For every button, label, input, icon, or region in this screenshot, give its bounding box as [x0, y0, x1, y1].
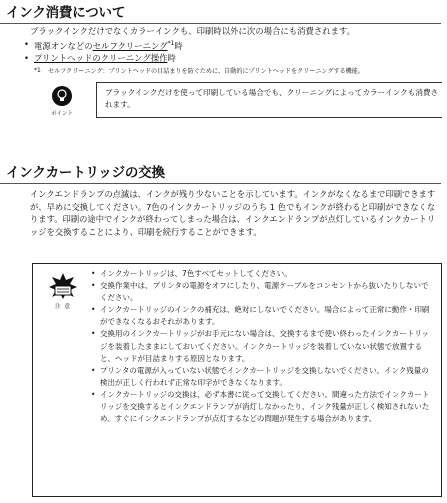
- warning-burst-icon: [48, 272, 78, 300]
- consumption-cases-list: [24, 38, 447, 65]
- title-rule: [0, 23, 441, 24]
- list-item: • 交換用のインクカートリッジがお手元にない場合は、交換するまで使い終わったインクカートリッジを装着したままにしておいてください。インクカートリッジを装着していない状態で放置すると、ヘッドが目詰まりする原因となります。: [91, 328, 433, 364]
- bullet-text-suffix: 時: [174, 40, 183, 51]
- footnote-reference: *1: [167, 40, 175, 47]
- caution-list: [91, 268, 433, 425]
- list-item: • プリンタの電源が入っていない状態でインクカートリッジを交換しないでください。インク残量の検出が正しく行われず正常な印字ができなくなります。: [91, 365, 433, 389]
- cartridge-replacement-intro: インクエンドランプの点滅は、インクが残り少ないことを示しています。インクがなくなるまで印刷できますが、早めに交換してください。7色のインクカートリッジのうち 1 色でもインクが終わると印刷ができなくなります。印刷の途中でインクが終わってしまった場合は、インクエンドランプが点灯しているインクカートリッジを交換することにより、印刷を続行することができます。: [30, 189, 436, 237]
- self-cleaning-link[interactable]: セルフクリーニング: [92, 40, 168, 51]
- cartridge-replacement-section: [0, 160, 447, 424]
- head-cleaning-link[interactable]: プリントヘッドのクリーニング操作: [34, 53, 168, 64]
- title-rule: [0, 183, 441, 184]
- ink-consumption-intro: ブラックインクだけでなくカラーインクも、印刷時以外に次の場合にも消費されます。: [30, 26, 356, 36]
- point-text: ブラックインクだけを使って印刷している場合でも、クリーニングによってカラーインクも消費されます。: [96, 82, 442, 118]
- ink-consumption-section: [0, 0, 447, 118]
- section-title-ink-consumption: インク消費について: [6, 5, 126, 21]
- caution-box: [32, 263, 442, 497]
- footnote-text: セルフクリーニング：プリントヘッドの目詰まりを防ぐために、自動的にプリントヘッドをクリーニングする機能。: [48, 67, 364, 75]
- list-item: [24, 52, 447, 65]
- footnote-number: *1: [34, 66, 41, 74]
- section-title-cartridge-replacement: インクカートリッジの交換: [6, 165, 165, 181]
- list-item: • 交換作業中は、プリンタの電源をオフにしたり、電源ケーブルをコンセントから抜いたりしないでください。: [91, 280, 433, 304]
- bullet-text: 電源オンなどの: [34, 40, 93, 51]
- point-icon: [42, 82, 82, 118]
- list-item: • インクカートリッジの交換は、必ず本書に従って交換してください。間違った方法でインクカートリッジを交換するとインクエンドランプが消灯しなかったり、インク残量が正しく検知されないため、すぐにインクエンドランプが点灯するなどの問題が発生する場合があります。: [91, 389, 433, 425]
- list-item: [24, 38, 447, 52]
- point-caption: ポイント: [50, 111, 73, 118]
- caution-icon: [47, 272, 79, 312]
- lightbulb-icon: [52, 86, 72, 106]
- list-item: • インクカートリッジのインクの補充は、絶対にしないでください。場合によって正常に動作・印刷ができなくなるおそれがあります。: [91, 304, 433, 328]
- footnote: [34, 66, 437, 77]
- point-note: [42, 82, 442, 118]
- caution-caption: 注 意: [55, 304, 71, 310]
- list-item: • インクカートリッジは、7色すべてセットしてください。: [91, 268, 433, 280]
- bullet-text-suffix: 時: [167, 53, 176, 64]
